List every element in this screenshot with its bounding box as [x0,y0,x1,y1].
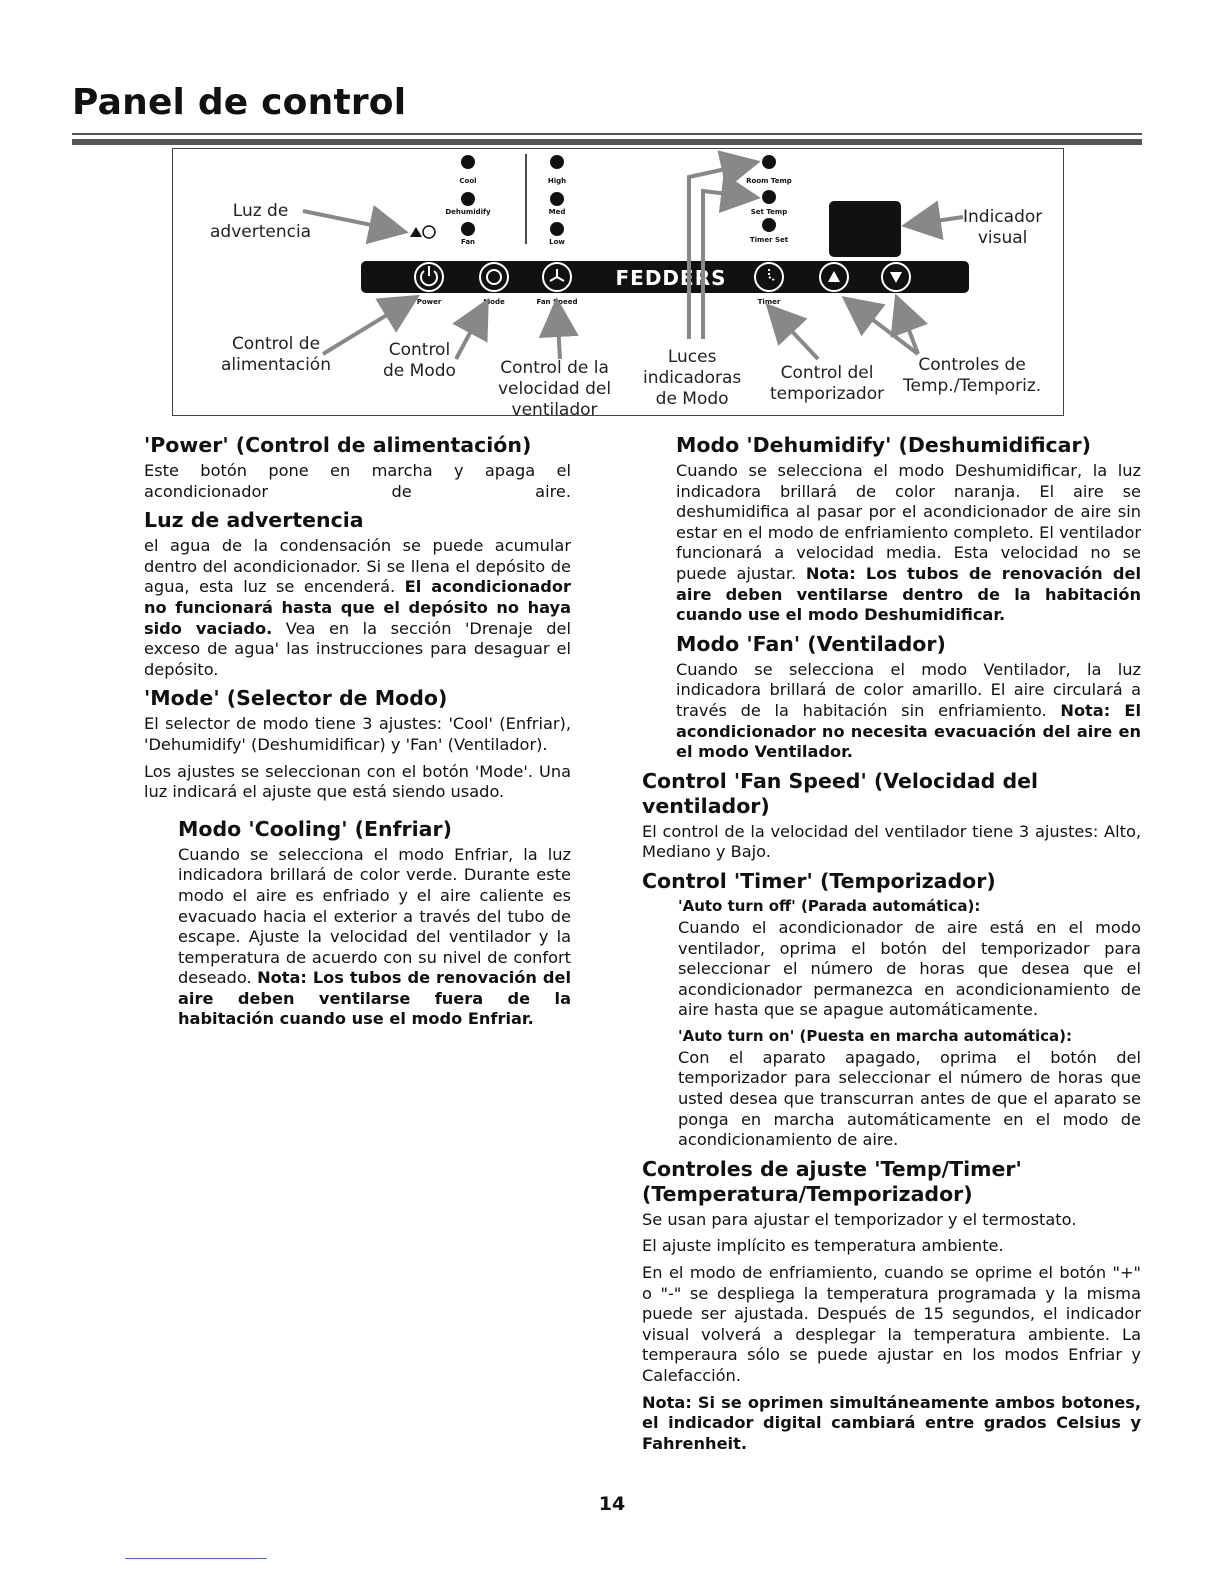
power-heading: 'Power' (Control de alimentación) [144,433,532,457]
set-temp-label: Set Temp [750,208,788,216]
temp-timer-text-3: En el modo de enfriamiento, cuando se oprime el botón "+" o "-" se despliega la temperatura programada y la misma puede ser ajustada. Después de 15 segundos, el indicador visual volverá a desplegar la temperatura ambiente. La temperaura sólo se puede ajustar en los modos Enfriar y Calefacción. [642,1263,1141,1385]
dehumidify-section [676,433,1141,763]
callout-fan-speed: Control de la velocidad del ventilador [498,358,612,420]
warning-light-icon [423,226,435,238]
med-indicator-dot [550,192,564,206]
warning-text: el agua de la condensación se puede acumular dentro del acondicionador. Si se llena el depósito de agua, esta luz se encenderá. El acondicionador no funcionará hasta que el depósito no haya sido vaciado. Vea en la sección 'Drenaje del exceso de agua' las instrucciones para desaguar el depósito. [144,536,571,679]
title-rule-thick [72,139,1142,145]
fan-indicator-dot [461,222,475,236]
room-temp-label: Room Temp [746,177,792,185]
cooling-heading: Modo 'Cooling' (Enfriar) [178,816,452,841]
timer-set-label: Timer Set [749,236,789,244]
arrow-display [909,217,963,225]
temp-timer-heading-line-1: Controles de ajuste 'Temp/Timer' [642,1156,1022,1181]
power-text: Este botón pone en marcha y apaga el acondicionador de aire. [144,461,571,501]
power-button-label: Power [416,298,442,306]
timer-set-indicator-dot [762,218,776,232]
low-indicator-dot [550,222,564,236]
temp-timer-note: Nota: Si se oprimen simultáneamente ambos botones, el indicador digital cambiará entre grados Celsius y Fahrenheit. [642,1392,1141,1453]
fan-speed-heading: Control 'Fan Speed' (Velocidad del ventilador) [642,768,1039,818]
room-temp-indicator-dot [762,155,776,169]
dehumidify-heading: Modo 'Dehumidify' (Deshumidificar) [676,433,1091,457]
cooling-section [178,817,571,1030]
title-rule-thin [72,133,1142,135]
fan-speed-button-label: Fan Speed [536,298,578,306]
cool-indicator-dot [461,155,475,169]
fan-text: Cuando se selecciona el modo Ventilador, la luz indicadora brillará de color amarillo. El aire circulará a través de la habitación sin enfriamiento. Nota: El acondicionador no necesita evacuación del aire en el modo Ventilador. [676,659,1142,762]
timer-details [678,897,1141,1151]
arrow-fan-speed [557,305,560,359]
fan-heading: Modo 'Fan' (Ventilador) [676,631,946,656]
auto-off-text: Cuando el acondicionador de aire está en el modo ventilador, oprima el botón del temporizador para seleccionar el número de horas que desea que el acondicionador permanezca en acondicionamiento de aire hasta que se apague automáticamente. [678,917,1141,1020]
callout-warning-light: Luz de advertencia [210,201,312,242]
fan-label: Fan [460,238,476,246]
brand-logo: FEDDERS [615,266,727,290]
auto-on-heading: 'Auto turn on' (Puesta en marcha automática): [678,1026,1073,1045]
cool-label: Cool [459,177,477,185]
temp-timer-text-1: Se usan para ajustar el temporizador y el termostato. [642,1209,1077,1229]
callout-timer: Control del temporizador [770,363,885,404]
dehumidify-indicator-dot [461,192,475,206]
callout-mode-lights: Luces indicadoras de Modo [643,347,742,409]
mode-lights-bracket [689,163,753,339]
right-column [642,433,1141,1460]
arrow-warning-light [303,211,401,231]
mode-button-label: Mode [483,298,505,306]
timer-button-label: Timer [757,298,781,306]
mode-text-1: El selector de modo tiene 3 ajustes: 'Cool' (Enfriar), 'Dehumidify' (Deshumidificar) y 'Fan' (Ventilador). [144,714,571,754]
med-label: Med [548,208,566,216]
callout-display: Indicador visual [963,207,1043,248]
mode-heading: 'Mode' (Selector de Modo) [144,686,448,711]
page-title: Panel de control [72,82,407,123]
low-label: Low [549,238,565,246]
auto-on-text: Con el aparato apagado, oprima el botón del temporizador para seleccionar el número de horas que usted desea que transcurran antes de que el aparato se ponga en marcha automáticamente en el modo de acondicionamiento de aire. [678,1047,1141,1150]
control-panel-diagram [172,148,1064,420]
left-column [144,433,571,1036]
dehumidify-label: Dehumidify [445,208,491,216]
warning-triangle-icon [410,227,422,237]
mode-text-2: Los ajustes se seleccionan con el botón 'Mode'. Una luz indicará el ajuste que está siendo usado. [144,761,571,802]
auto-off-heading: 'Auto turn off' (Parada automática): [678,896,981,915]
warning-heading: Luz de advertencia [144,508,364,533]
high-label: High [547,177,567,185]
fan-speed-text: El control de la velocidad del ventilador tiene 3 ajustes: Alto, Mediano y Bajo. [642,821,1141,862]
set-temp-indicator-dot [762,190,776,204]
arrow-mode [456,305,485,359]
callout-power: Control de alimentación [221,334,331,375]
digital-display [829,201,901,257]
callout-mode: Control de Modo [383,340,456,381]
callout-temp-timer: Controles de Temp./Temporiz. [903,355,1042,396]
arrow-timer [771,309,818,359]
page-number: 14 [598,1493,626,1515]
cooling-text: Cuando se selecciona el modo Enfriar, la luz indicadora brillará de color verde. Durante este modo el aire es enfriado y el aire caliente es evacuado hacia el exterior a través del tubo de escape. Ajuste la velocidad del ventilador y la temperatura de acuerdo con su nivel de confort deseado. Nota: Los tubos de renovación del aire deben ventilarse fuera de la habitación cuando use el modo Enfriar. [178,844,571,1029]
high-indicator-dot [550,155,564,169]
temp-timer-text-2: El ajuste implícito es temperatura ambiente. [642,1236,1004,1256]
timer-heading: Control 'Timer' (Temporizador) [642,868,996,893]
temp-timer-heading-line-2: (Temperatura/Temporizador) [642,1181,973,1206]
dehumidify-text: Cuando se selecciona el modo Deshumidificar, la luz indicadora brillará de color naranja. El aire se deshumidifica al pasar por el acondicionador de aire sin estar en el modo de enfriamiento completo. El ventilador funcionará a velocidad media. Esta velocidad no se puede ajustar. Nota: Los tubos de renovación del aire deben ventilarse dentro de la habitación cuando use el modo Deshumidificar. [676,461,1141,625]
footer-line [125,1558,267,1559]
